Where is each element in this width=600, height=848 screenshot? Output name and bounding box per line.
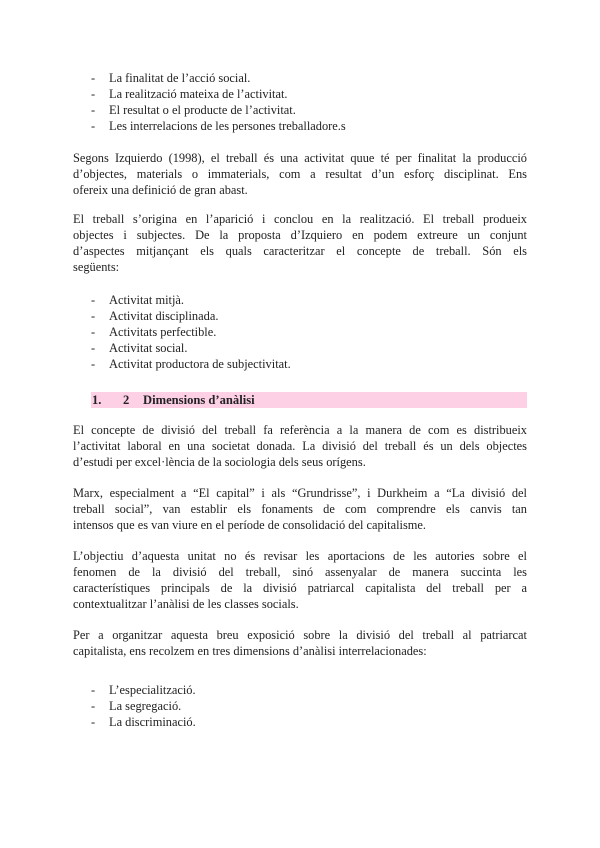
list-dimensions: [73, 682, 527, 730]
bullet-dash: -: [91, 293, 96, 307]
text-line: El concepte de divisió del treball fa referència a la manera de com es distribueix: [73, 423, 527, 437]
paragraph-treball-origina: [73, 211, 527, 275]
text-line: ofereix una definició de gran abast.: [73, 183, 248, 197]
list-activitat: [73, 292, 527, 372]
list-item-text: La realització mateixa de l’activitat.: [109, 87, 288, 101]
heading-title: Dimensions d’anàlisi: [143, 393, 255, 407]
paragraph-izquierdo: [73, 150, 527, 198]
list-item: [73, 714, 527, 730]
bullet-dash: -: [91, 309, 96, 323]
text-line: L’objectiu d’aquesta unitat no és revisar les aportacions de les autories sobre el: [73, 549, 527, 563]
bullet-dash: -: [91, 341, 96, 355]
list-item-text: El resultat o el producte de l’activitat.: [109, 103, 296, 117]
text-line: contextualitzar l’anàlisi de les classes socials.: [73, 597, 299, 611]
list-item-text: Activitat mitjà.: [109, 293, 185, 307]
heading-number-1: 1.: [92, 393, 102, 407]
list-item: [73, 70, 527, 86]
text-line: El treball s’origina en l’aparició i conclou en la realització. El treball produeix: [73, 212, 527, 226]
bullet-dash: -: [91, 715, 96, 729]
text-line: Segons Izquierdo (1998), el treball és una activitat quue té per finalitat la producció: [73, 151, 527, 165]
list-item-text: La finalitat de l’acció social.: [109, 71, 251, 85]
list-item: [73, 292, 527, 308]
text-line: l’activitat laboral en una societat donada. La divisió del treball és un dels objectes: [73, 439, 527, 453]
list-item-text: Activitat productora de subjectivitat.: [109, 357, 291, 371]
list-item: [73, 324, 527, 340]
list-item: [73, 308, 527, 324]
text-line: d’estudi per excel·lència de la sociologia dels seus orígens.: [73, 455, 366, 469]
list-item: [73, 340, 527, 356]
text-line: següents:: [73, 260, 120, 274]
bullet-dash: -: [91, 71, 96, 85]
list-item-text: L’especialització.: [109, 683, 196, 697]
text-line: capitalista, ens recolzem en tres dimensions d’anàlisi interrelacionades:: [73, 644, 427, 658]
list-item: [73, 118, 527, 134]
paragraph-concepte-divisio: [73, 422, 527, 470]
text-line: Per a organitzar aquesta breu exposició sobre la divisió del treball al patriarcat: [73, 628, 527, 642]
list-aspects: [73, 70, 527, 134]
heading-number-2: 2: [123, 393, 130, 407]
list-item-text: Les interrelacions de les persones treballadore.s: [109, 119, 346, 133]
bullet-dash: -: [91, 357, 96, 371]
list-item: [73, 86, 527, 102]
list-item: [73, 698, 527, 714]
list-item-text: La discriminació.: [109, 715, 196, 729]
text-line: objectes i subjectes. De la proposta d’Izquiero en podem extreure un conjunt: [73, 228, 527, 242]
bullet-dash: -: [91, 119, 96, 133]
text-line: Marx, especialment a “El capital” i als “Grundrisse”, i Durkheim a “La divisió del: [73, 486, 527, 500]
bullet-dash: -: [91, 103, 96, 117]
bullet-dash: -: [91, 683, 96, 697]
section-heading: [91, 392, 527, 408]
list-item: [73, 682, 527, 698]
list-item-text: Activitat social.: [109, 341, 188, 355]
paragraph-objectiu: [73, 548, 527, 612]
paragraph-organitzar: [73, 627, 527, 659]
list-item: [73, 356, 527, 372]
text-line: treball social”, van establir els fonaments de com comprendre els canvis tan: [73, 502, 527, 516]
bullet-dash: -: [91, 325, 96, 339]
list-item-text: La segregació.: [109, 699, 182, 713]
list-item-text: Activitats perfectible.: [109, 325, 217, 339]
text-line: característiques principals de la divisió patriarcal capitalista del treball per a: [73, 581, 527, 595]
text-line: d’objectes, materials o immaterials, com a resultat d’un esforç disciplinat. Ens: [73, 167, 527, 181]
bullet-dash: -: [91, 699, 96, 713]
paragraph-marx-durkheim: [73, 485, 527, 533]
text-line: fenomen de la divisió del treball, sinó assenyalar de manera succinta les: [73, 565, 527, 579]
list-item: [73, 102, 527, 118]
list-item-text: Activitat disciplinada.: [109, 309, 219, 323]
text-line: d’aspectes mitjançant els quals caracteritzar el concepte de treball. Són els: [73, 244, 527, 258]
bullet-dash: -: [91, 87, 96, 101]
text-line: intensos que es van viure en el període de consolidació del capitalisme.: [73, 518, 427, 532]
